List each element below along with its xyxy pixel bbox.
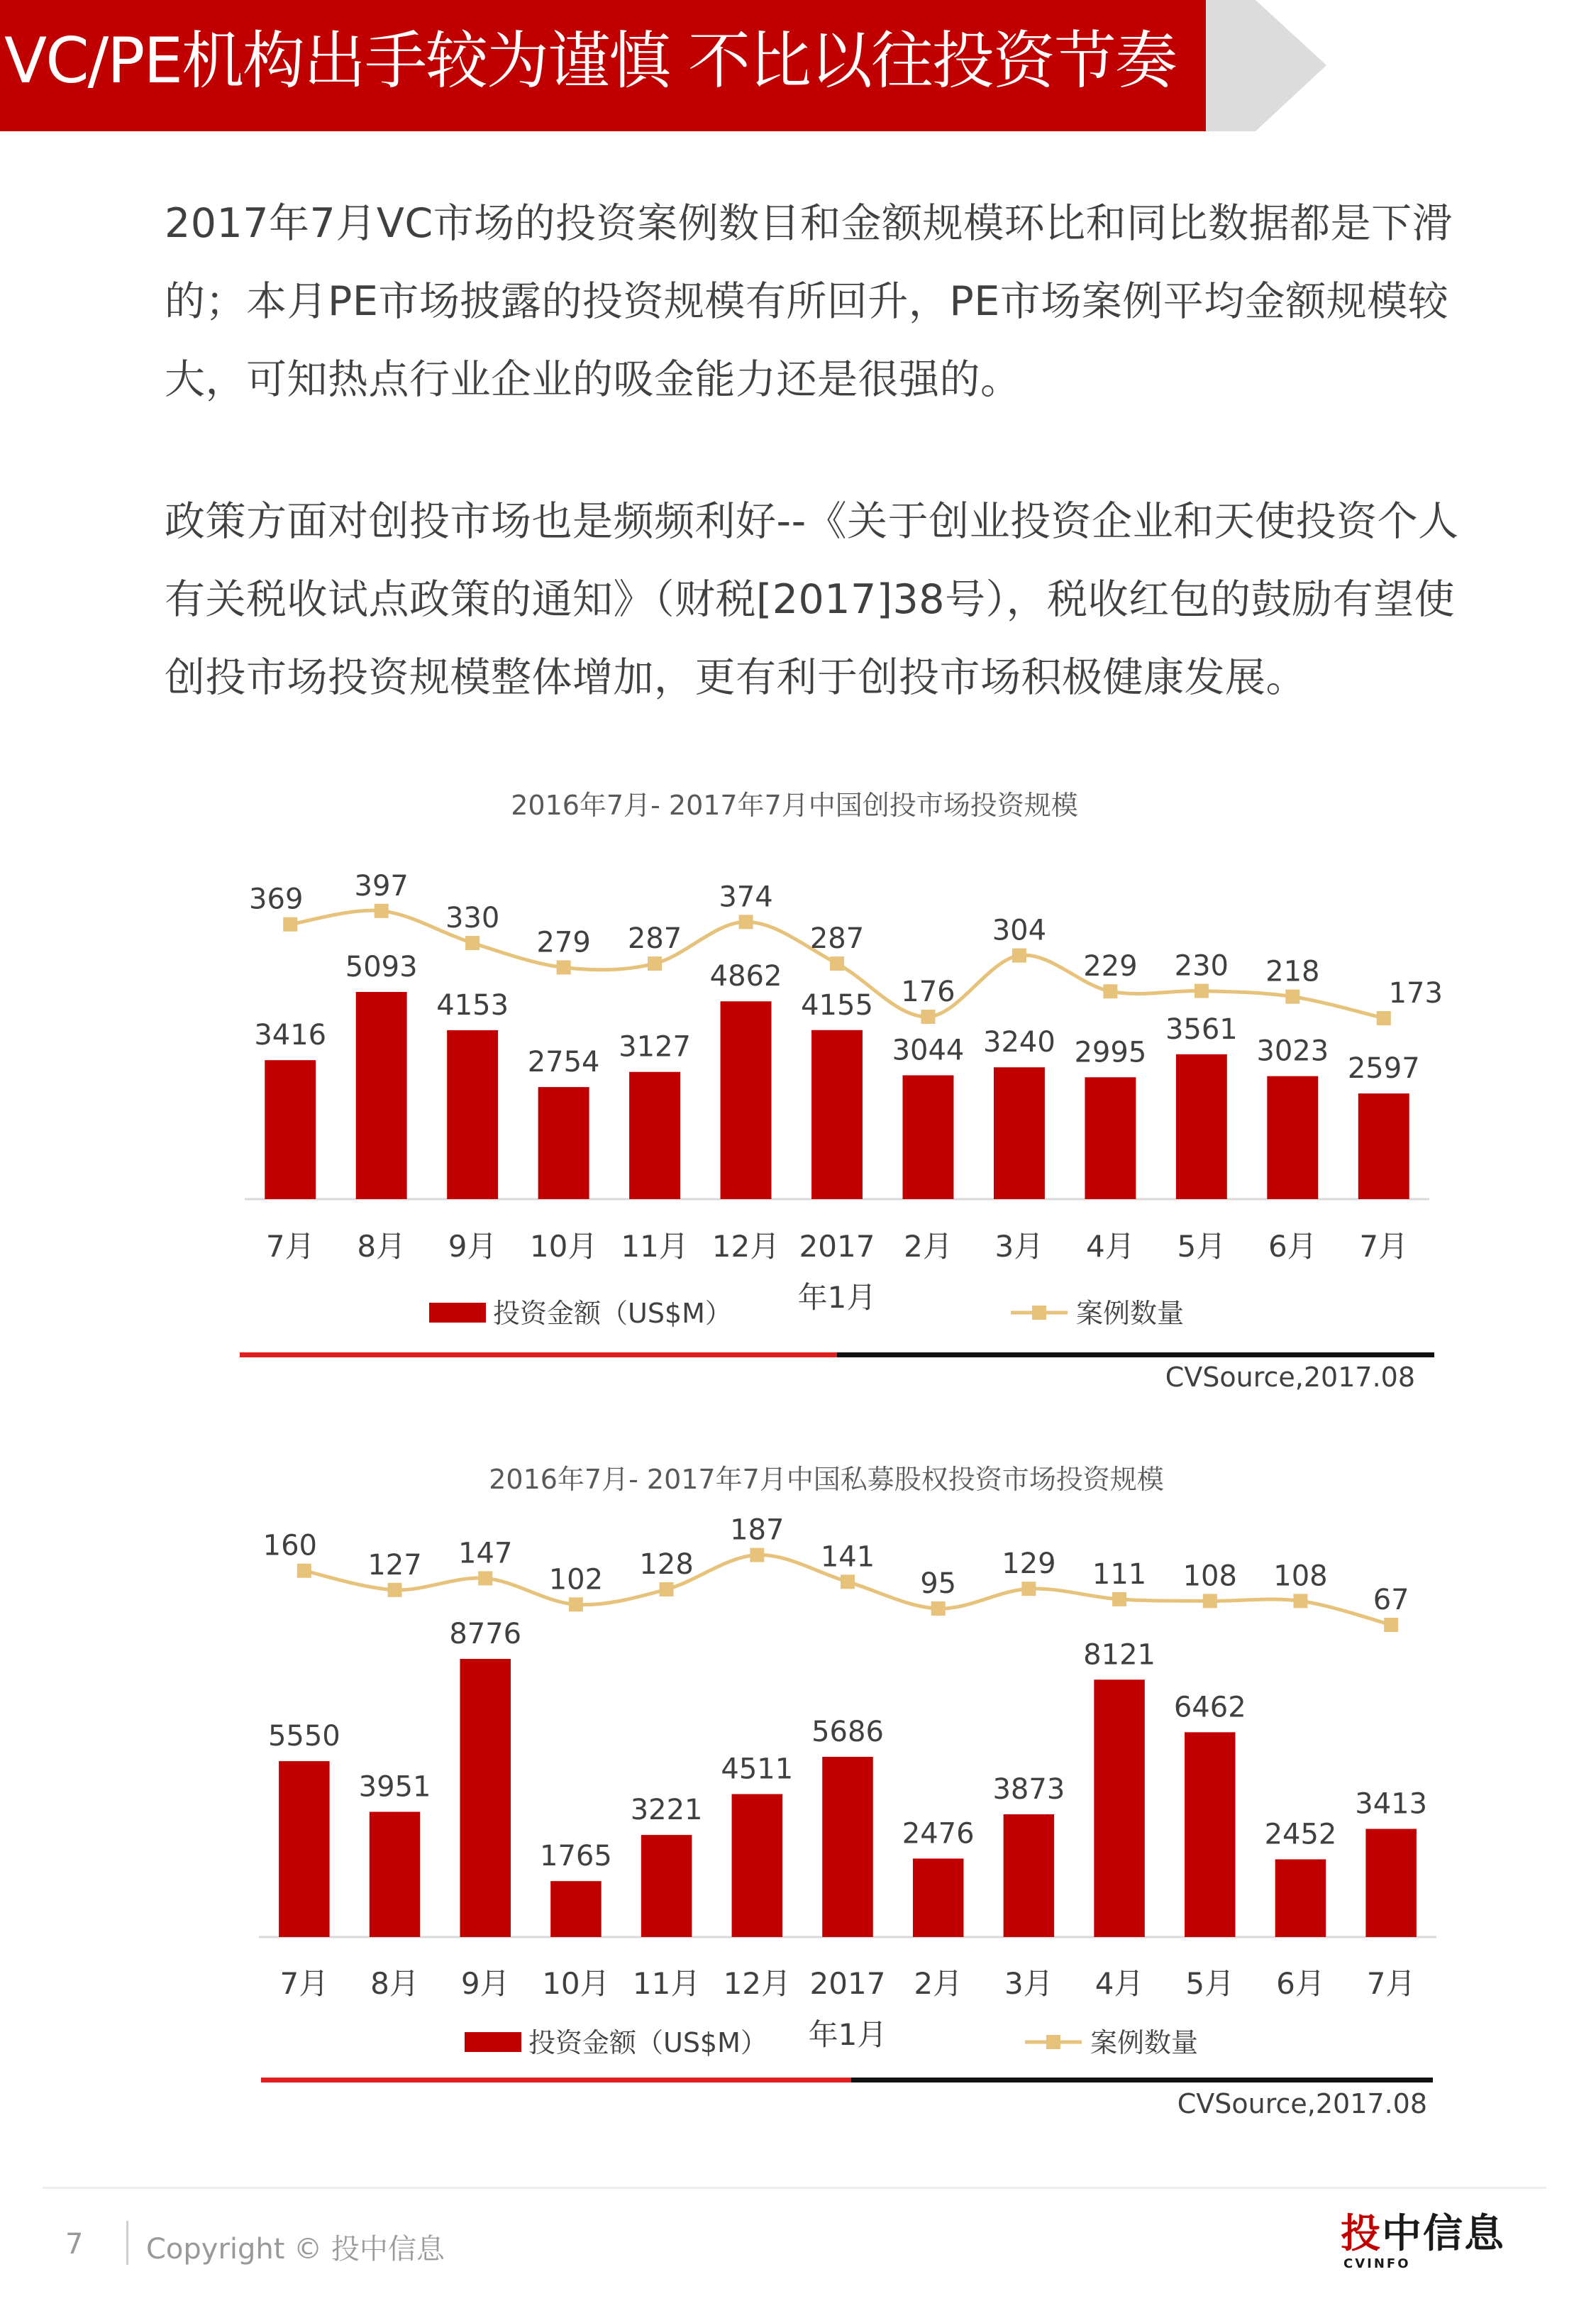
category-label-6: 12月 bbox=[711, 1229, 780, 1264]
category-label-2: 8月 bbox=[357, 1229, 406, 1264]
line-label-1: 160 bbox=[262, 1529, 318, 1562]
line-marker-6 bbox=[739, 915, 753, 929]
line-label-11: 108 bbox=[1182, 1560, 1237, 1593]
bar-13 bbox=[1365, 1829, 1417, 1937]
line-label-5: 287 bbox=[627, 922, 682, 956]
line-marker-10 bbox=[1112, 1592, 1126, 1606]
bar-label-9: 3240 bbox=[983, 1026, 1055, 1059]
chart-title: 2016年7月- 2017年7月中国创投市场投资规模 bbox=[511, 790, 1078, 821]
line-marker-13 bbox=[1384, 1618, 1398, 1632]
line-marker-4 bbox=[557, 960, 571, 974]
line-label-5: 128 bbox=[639, 1548, 694, 1581]
bar-3 bbox=[460, 1659, 511, 1937]
line-label-4: 279 bbox=[536, 926, 591, 959]
category-label-8: 2月 bbox=[914, 1966, 963, 2001]
line-marker-9 bbox=[1012, 949, 1026, 963]
line-label-8: 95 bbox=[920, 1567, 957, 1601]
bar-label-7: 4155 bbox=[801, 988, 873, 1022]
bar-7 bbox=[822, 1757, 873, 1937]
bar-11 bbox=[1185, 1732, 1236, 1937]
line-label-13: 173 bbox=[1388, 977, 1443, 1010]
line-marker-11 bbox=[1195, 984, 1209, 998]
bar-label-6: 4862 bbox=[709, 960, 782, 993]
bar-label-12: 3023 bbox=[1256, 1035, 1329, 1068]
bar-2 bbox=[356, 992, 407, 1199]
category-label-4: 10月 bbox=[542, 1966, 610, 2001]
bar-label-1: 5550 bbox=[267, 1720, 340, 1753]
bar-label-13: 2597 bbox=[1347, 1052, 1420, 1086]
bar-label-2: 5093 bbox=[345, 951, 418, 983]
line-marker-13 bbox=[1377, 1011, 1391, 1025]
category-label-line-1: 2017 bbox=[809, 1966, 886, 2001]
line-marker-1 bbox=[283, 917, 297, 932]
line-label-9: 304 bbox=[992, 914, 1047, 947]
bar-label-11: 6462 bbox=[1173, 1691, 1246, 1724]
bar-2 bbox=[370, 1812, 421, 1937]
legend-line-marker bbox=[1032, 1306, 1046, 1320]
line-label-3: 147 bbox=[458, 1537, 513, 1570]
logo-dark-chars: 中信息 bbox=[1382, 2211, 1505, 2257]
line-label-9: 129 bbox=[1002, 1548, 1056, 1581]
category-label-10: 4月 bbox=[1095, 1966, 1144, 2001]
line-marker-2 bbox=[375, 904, 389, 918]
bar-label-13: 3413 bbox=[1355, 1787, 1428, 1821]
category-label-9: 3月 bbox=[994, 1229, 1044, 1264]
line-marker-7 bbox=[830, 956, 844, 971]
line-marker-7 bbox=[841, 1574, 855, 1589]
line-marker-4 bbox=[569, 1597, 583, 1611]
category-label-3: 9月 bbox=[448, 1229, 497, 1264]
bar-label-4: 1765 bbox=[540, 1840, 612, 1873]
category-label-line-2: 年1月 bbox=[808, 2017, 887, 2052]
bar-label-1: 3416 bbox=[254, 1019, 327, 1052]
legend-line-label: 案例数量 bbox=[1090, 2027, 1199, 2058]
bar-label-4: 2754 bbox=[527, 1046, 600, 1079]
footer-divider bbox=[43, 2187, 1546, 2189]
bar-label-8: 2476 bbox=[902, 1817, 975, 1850]
category-label-13: 7月 bbox=[1366, 1966, 1416, 2001]
category-label-3: 9月 bbox=[460, 1966, 510, 2001]
line-marker-3 bbox=[478, 1571, 492, 1585]
bar-label-2: 3951 bbox=[358, 1770, 431, 1804]
category-label-1: 7月 bbox=[265, 1229, 315, 1264]
line-marker-2 bbox=[388, 1583, 402, 1597]
bar-13 bbox=[1358, 1093, 1409, 1199]
bar-3 bbox=[447, 1030, 498, 1199]
legend-bar-swatch bbox=[465, 2032, 521, 2052]
category-label-7 bbox=[809, 1966, 887, 2052]
category-label-6: 12月 bbox=[723, 1966, 792, 2001]
category-label-12: 6月 bbox=[1276, 1966, 1325, 2001]
line-label-1: 369 bbox=[249, 883, 304, 916]
bar-10 bbox=[1094, 1679, 1145, 1937]
line-marker-10 bbox=[1103, 984, 1117, 998]
line-label-10: 229 bbox=[1083, 950, 1138, 983]
pe-market-chart bbox=[0, 1447, 1596, 2143]
category-label-10: 4月 bbox=[1086, 1229, 1135, 1264]
line-label-12: 108 bbox=[1273, 1560, 1328, 1593]
line-marker-1 bbox=[297, 1564, 311, 1578]
bar-8 bbox=[913, 1858, 964, 1937]
bar-label-3: 8776 bbox=[449, 1618, 522, 1650]
line-label-3: 330 bbox=[445, 902, 500, 935]
line-label-6: 187 bbox=[730, 1513, 785, 1547]
bar-8 bbox=[902, 1075, 953, 1199]
source-label: CVSource,2017.08 bbox=[1165, 1362, 1415, 1393]
title-arrow-icon bbox=[1206, 0, 1334, 131]
line-label-2: 127 bbox=[367, 1548, 422, 1582]
paragraph-2: 政策方面对创投市场也是频频利好--《关于创业投资企业和天使投资个人有关税收试点政策的通知》（财税[2017]38号），税收红包的鼓励有望使创投市场投资规模整体增加，更有利于创投市场积极健康发展。 bbox=[165, 498, 1459, 701]
legend-line-label: 案例数量 bbox=[1076, 1298, 1185, 1329]
bar-7 bbox=[811, 1030, 863, 1199]
chart-title: 2016年7月- 2017年7月中国私募股权投资市场投资规模 bbox=[489, 1464, 1164, 1495]
paragraph-1: 2017年7月VC市场的投资案例数目和金额规模环比和同比数据都是下滑的；本月PE市场披露的投资规模有所回升，PE市场案例平均金额规模较大，可知热点行业企业的吸金能力还是很强的。 bbox=[165, 200, 1453, 403]
line-marker-6 bbox=[750, 1548, 764, 1562]
bar-5 bbox=[629, 1072, 680, 1199]
category-label-7 bbox=[798, 1229, 877, 1315]
line-label-10: 111 bbox=[1092, 1557, 1147, 1591]
bar-4 bbox=[550, 1881, 602, 1937]
line-label-13: 67 bbox=[1373, 1584, 1409, 1616]
category-label-12: 6月 bbox=[1268, 1229, 1317, 1264]
category-label-11: 5月 bbox=[1177, 1229, 1226, 1264]
line-marker-12 bbox=[1285, 990, 1299, 1004]
legend-bar-label: 投资金额（US$M） bbox=[493, 1298, 732, 1329]
source-label: CVSource,2017.08 bbox=[1177, 2088, 1427, 2119]
category-label-5: 11月 bbox=[632, 1966, 701, 2001]
bar-label-5: 3127 bbox=[619, 1030, 691, 1064]
bar-9 bbox=[994, 1067, 1045, 1199]
bar-12 bbox=[1267, 1076, 1318, 1199]
bar-label-10: 2995 bbox=[1074, 1036, 1147, 1069]
cvinfo-logo bbox=[1341, 2212, 1518, 2276]
line-label-4: 102 bbox=[548, 1563, 604, 1596]
bar-label-11: 3561 bbox=[1165, 1013, 1238, 1046]
logo-red-char: 投 bbox=[1341, 2211, 1382, 2257]
bar-6 bbox=[732, 1794, 783, 1937]
bar-12 bbox=[1275, 1859, 1326, 1937]
rule-black bbox=[851, 2078, 1433, 2082]
line-marker-9 bbox=[1021, 1582, 1036, 1596]
category-label-line-1: 2017 bbox=[799, 1229, 875, 1264]
bar-11 bbox=[1176, 1054, 1227, 1199]
line-label-7: 141 bbox=[820, 1540, 875, 1574]
rule-black bbox=[837, 1352, 1434, 1357]
bar-label-6: 4511 bbox=[721, 1753, 794, 1786]
bar-label-7: 5686 bbox=[811, 1716, 884, 1749]
category-label-4: 10月 bbox=[529, 1229, 598, 1264]
line-label-6: 374 bbox=[719, 881, 773, 914]
bar-6 bbox=[721, 1001, 772, 1199]
category-label-1: 7月 bbox=[279, 1966, 329, 2001]
bar-5 bbox=[641, 1835, 692, 1937]
legend-line-marker bbox=[1046, 2035, 1060, 2049]
line-marker-12 bbox=[1293, 1594, 1307, 1608]
logo-sub-text: CVINFO bbox=[1343, 2256, 1411, 2271]
bar-label-10: 8121 bbox=[1083, 1638, 1156, 1672]
bar-label-3: 4153 bbox=[436, 988, 509, 1022]
vc-market-chart bbox=[0, 773, 1596, 1412]
page-title: VC/PE机构出手较为谨慎 不比以往投资节奏 bbox=[4, 24, 1176, 97]
logo-main-text bbox=[1341, 2212, 1518, 2256]
line-label-8: 176 bbox=[901, 976, 955, 1008]
line-label-2: 397 bbox=[354, 869, 409, 903]
category-label-2: 8月 bbox=[370, 1966, 419, 2001]
footer-separator bbox=[126, 2221, 128, 2265]
bar-1 bbox=[279, 1761, 330, 1937]
page-number: 7 bbox=[65, 2228, 84, 2261]
line-marker-5 bbox=[660, 1582, 674, 1596]
line-marker-11 bbox=[1203, 1594, 1217, 1608]
line-label-12: 218 bbox=[1265, 955, 1320, 988]
bar-label-8: 3044 bbox=[892, 1034, 965, 1067]
line-label-7: 287 bbox=[809, 922, 865, 956]
category-label-line-2: 年1月 bbox=[797, 1280, 877, 1315]
line-marker-8 bbox=[931, 1601, 946, 1616]
pe-market-chart-svg bbox=[0, 1447, 1596, 2143]
line-label-11: 230 bbox=[1174, 949, 1229, 983]
category-label-11: 5月 bbox=[1185, 1966, 1235, 2001]
bar-9 bbox=[1004, 1814, 1055, 1937]
bar-10 bbox=[1085, 1077, 1136, 1199]
legend-bar-swatch bbox=[429, 1303, 486, 1323]
legend-bar-label: 投资金额（US$M） bbox=[528, 2027, 767, 2058]
category-label-5: 11月 bbox=[621, 1229, 689, 1264]
bar-label-5: 3221 bbox=[630, 1794, 703, 1827]
bar-label-9: 3873 bbox=[992, 1773, 1065, 1806]
line-marker-3 bbox=[465, 936, 480, 950]
bar-4 bbox=[538, 1087, 589, 1199]
copyright-text: Copyright © 投中信息 bbox=[146, 2233, 445, 2266]
vc-market-chart-svg bbox=[0, 773, 1596, 1412]
rule-red bbox=[261, 2078, 851, 2082]
rule-red bbox=[240, 1352, 837, 1357]
category-label-13: 7月 bbox=[1359, 1229, 1409, 1264]
category-label-9: 3月 bbox=[1004, 1966, 1053, 2001]
bar-1 bbox=[265, 1060, 316, 1199]
line-marker-5 bbox=[648, 956, 662, 971]
bar-label-12: 2452 bbox=[1264, 1818, 1337, 1851]
line-marker-8 bbox=[921, 1010, 935, 1024]
category-label-8: 2月 bbox=[904, 1229, 953, 1264]
